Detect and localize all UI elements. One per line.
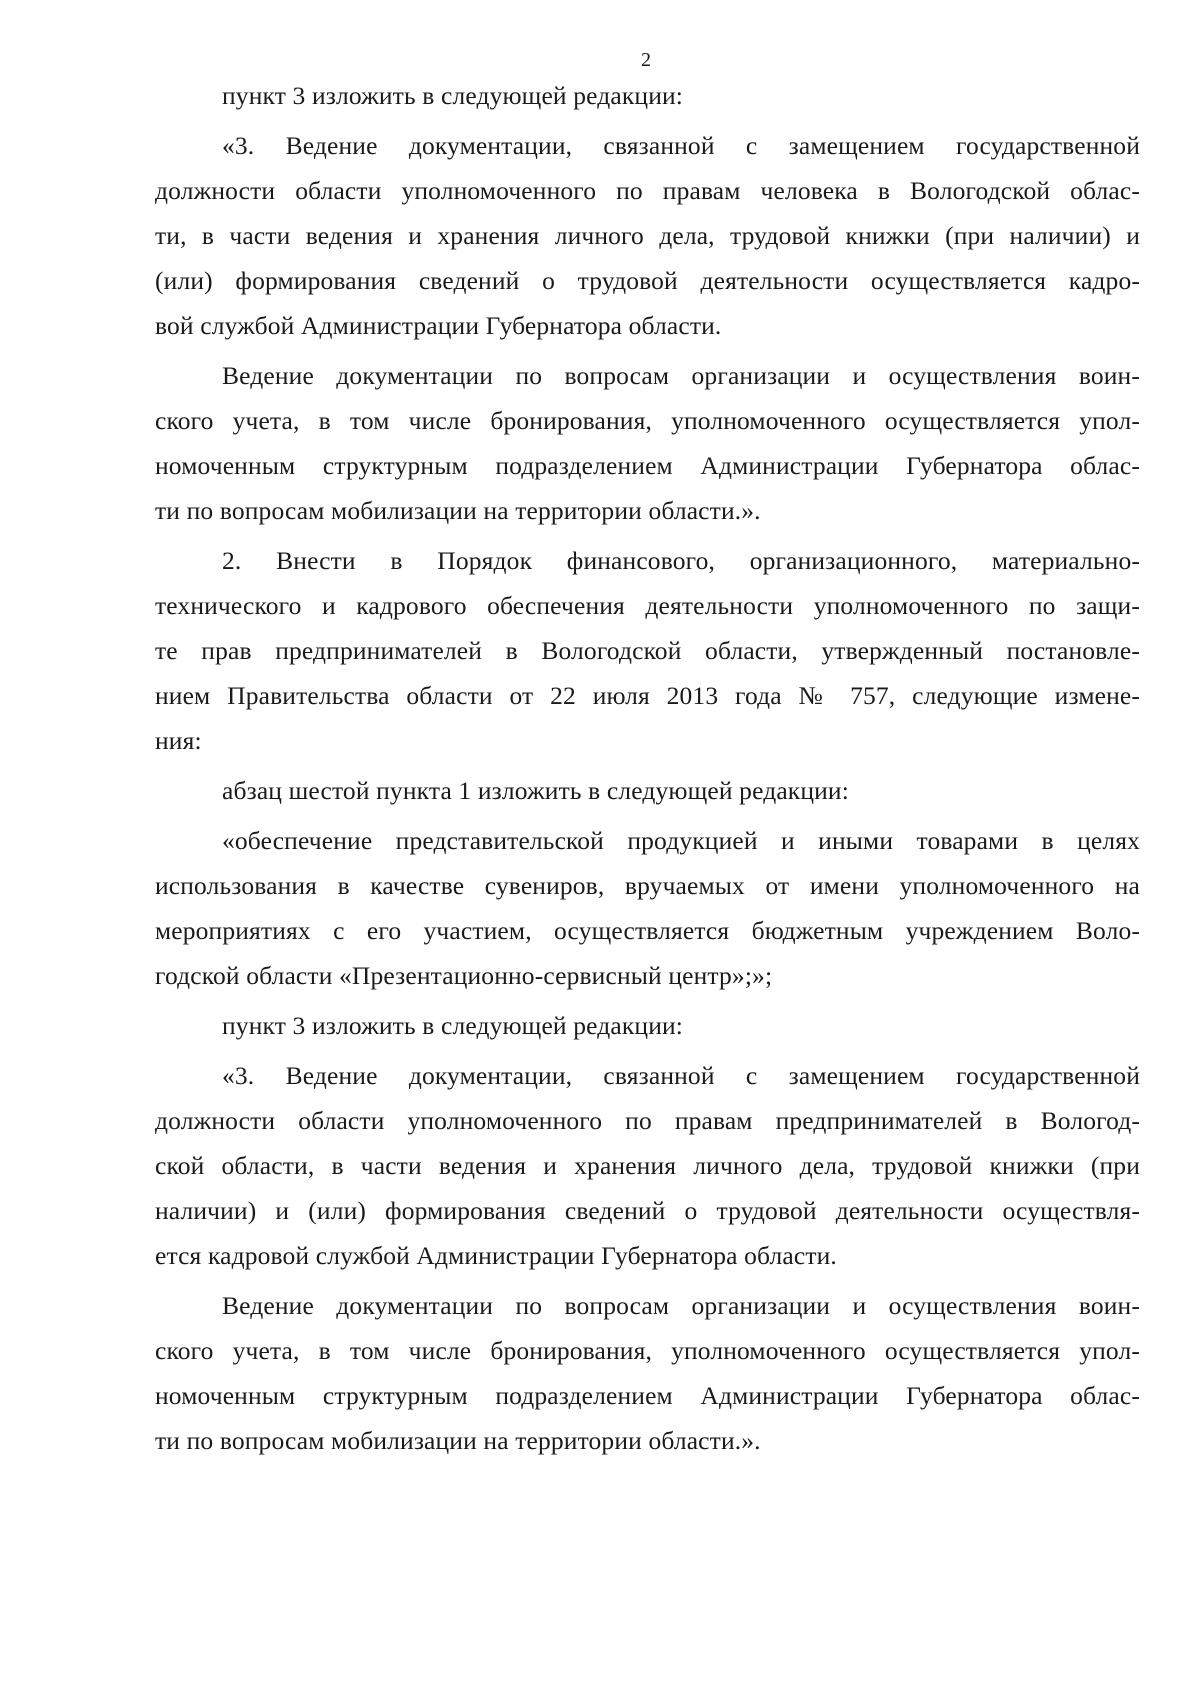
text-line: годской области «Презентационно-сервисный центр»;»; [155,961,773,990]
paragraph [155,1283,1140,1463]
text-line: абзац шестой пункта 1 изложить в следующей редакции: [222,776,849,805]
text-line: 2. Внести в Порядок финансового, организационного, материально- [222,546,1140,575]
text-line: пункт 3 изложить в следующей редакции: [222,1011,684,1040]
text-line: (или) формирования сведений о трудовой деятельности осуществляется кадро- [155,266,1140,295]
text-line: нием Правительства области от 22 июля 2013 года № 757, следующие измене- [155,681,1140,710]
text-line: номоченным структурным подразделением Администрации Губернатора облас- [155,451,1140,480]
text-line: наличии) и (или) формирования сведений о трудовой деятельности осуществля- [155,1196,1140,1225]
text-line: Ведение документации по вопросам организации и осуществления воин- [222,361,1140,390]
text-line: пункт 3 изложить в следующей редакции: [222,81,684,110]
text-line: ти по вопросам мобилизации на территории области.». [155,1426,761,1455]
text-line: использования в качестве сувениров, вручаемых от имени уполномоченного на [155,871,1140,900]
text-line: ской области, в части ведения и хранения личного дела, трудовой книжки (при [155,1151,1140,1180]
document-body [155,73,1140,1463]
paragraph [155,1003,1140,1048]
text-line: «3. Ведение документации, связанной с замещением государственной [222,1061,1140,1090]
text-line: должности области уполномоченного по правам предпринимателей в Вологод- [155,1106,1140,1135]
text-line: мероприятиях с его участием, осуществляется бюджетным учреждением Воло- [155,916,1140,945]
paragraph [155,538,1140,763]
paragraph [155,123,1140,348]
text-line: «обеспечение представительской продукцией и иными товарами в целях [222,826,1140,855]
text-line: те прав предпринимателей в Вологодской области, утвержденный постановле- [155,636,1140,665]
page-number: 2 [641,49,651,71]
text-line: ти, в части ведения и хранения личного дела, трудовой книжки (при наличии) и [155,221,1140,250]
text-line: «3. Ведение документации, связанной с замещением государственной [222,131,1140,160]
text-line: вой службой Администрации Губернатора области. [155,311,722,340]
paragraph [155,768,1140,813]
text-line: ти по вопросам мобилизации на территории области.». [155,496,761,525]
text-line: ского учета, в том числе бронирования, уполномоченного осуществляется упол- [155,1336,1140,1365]
text-line: технического и кадрового обеспечения деятельности уполномоченного по защи- [155,591,1140,620]
text-line: Ведение документации по вопросам организации и осуществления воин- [222,1291,1140,1320]
text-line: ния: [155,726,202,755]
text-line: ется кадровой службой Администрации Губернатора области. [155,1241,837,1270]
paragraph [155,73,1140,118]
text-line: номоченным структурным подразделением Администрации Губернатора облас- [155,1381,1140,1410]
text-line: должности области уполномоченного по правам человека в Вологодской облас- [155,176,1140,205]
paragraph [155,818,1140,998]
text-line: ского учета, в том числе бронирования, уполномоченного осуществляется упол- [155,406,1140,435]
paragraph [155,1053,1140,1278]
paragraph [155,353,1140,533]
